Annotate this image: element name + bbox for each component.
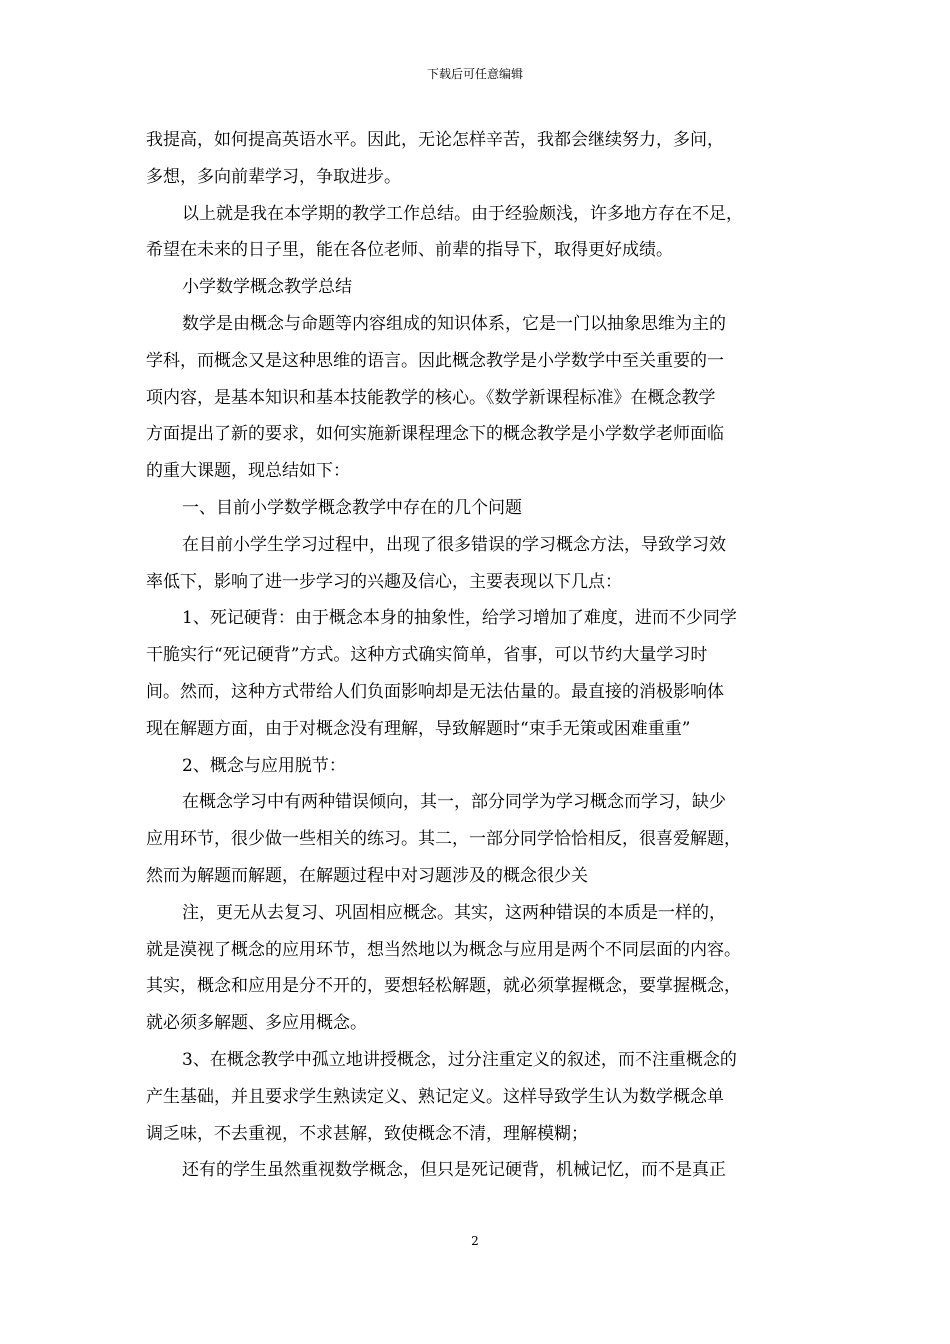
text-line: 调乏味，不去重视，不求甚解，致使概念不清，理解模糊； xyxy=(146,1123,588,1144)
page-number: 2 xyxy=(471,1234,479,1248)
text-line: 注，更无从去复习、巩固相应概念。其实，这两种错误的本质是一样的， xyxy=(182,902,726,923)
text-line: 然而为解题而解题，在解题过程中对习题涉及的概念很少关 xyxy=(146,865,588,886)
section-heading: 一、目前小学数学概念教学中存在的几个问题 xyxy=(182,497,522,518)
text-line: 1、死记硬背：由于概念本身的抽象性，给学习增加了难度，进而不少同学 xyxy=(182,608,737,629)
text-line: 项内容，是基本知识和基本技能教学的核心。《数学新课程标准》在概念教学 xyxy=(146,387,716,408)
page-header: 下载后可任意编辑 xyxy=(426,67,523,81)
text-line: 产生基础，并且要求学生熟读定义、熟记定义。这样导致学生认为数学概念单 xyxy=(146,1086,724,1107)
text-line: 在目前小学生学习过程中，出现了很多错误的学习概念方法，导致学习效 xyxy=(182,534,726,555)
text-line: 3、在概念教学中孤立地讲授概念，过分注重定义的叙述，而不注重概念的 xyxy=(182,1049,737,1070)
text-line: 还有的学生虽然重视数学概念，但只是死记硬背，机械记忆，而不是真正 xyxy=(182,1160,726,1181)
text-line: 干脆实行“死记硬背”方式。这种方式确实简单，省事，可以节约大量学习时 xyxy=(146,645,708,666)
text-line: 就是漠视了概念的应用环节，想当然地以为概念与应用是两个不同层面的内容。 xyxy=(146,939,741,960)
text-line: 我提高，如何提高英语水平。因此，无论怎样辛苦，我都会继续努力，多问， xyxy=(146,130,724,150)
document-body xyxy=(146,122,822,1189)
section-title: 小学数学概念教学总结 xyxy=(182,277,352,298)
text-line: 率低下，影响了进一步学习的兴趣及信心，主要表现以下几点： xyxy=(146,571,622,592)
text-line: 2、概念与应用脱节： xyxy=(182,755,346,776)
text-line: 间。然而，这种方式带给人们负面影响却是无法估量的。最直接的消极影响体 xyxy=(146,681,724,702)
text-line: 希望在未来的日子里，能在各位老师、前辈的指导下，取得更好成绩。 xyxy=(146,240,673,261)
text-line: 方面提出了新的要求，如何实施新课程理念下的概念教学是小学数学老师面临 xyxy=(146,424,724,445)
text-line: 多想，多向前辈学习，争取进步。 xyxy=(146,166,401,187)
text-line: 学科，而概念又是这种思维的语言。因此概念教学是小学数学中至关重要的一 xyxy=(146,350,724,371)
text-line: 现在解题方面，由于对概念没有理解，导致解题时“束手无策或困难重重” xyxy=(146,718,691,739)
text-line: 的重大课题，现总结如下： xyxy=(146,461,350,482)
text-line: 就必须多解题、多应用概念。 xyxy=(146,1013,367,1034)
text-line: 数学是由概念与命题等内容组成的知识体系，它是一门以抽象思维为主的 xyxy=(182,313,726,334)
text-line: 在概念学习中有两种错误倾向，其一，部分同学为学习概念而学习，缺少 xyxy=(182,792,726,813)
text-line: 其实，概念和应用是分不开的，要想轻松解题，就必须掌握概念，要掌握概念， xyxy=(146,976,741,997)
text-line: 应用环节，很少做一些相关的练习。其二，一部分同学恰恰相反，很喜爱解题， xyxy=(146,829,741,850)
text-line: 以上就是我在本学期的教学工作总结。由于经验颇浅，许多地方存在不足， xyxy=(182,203,743,224)
